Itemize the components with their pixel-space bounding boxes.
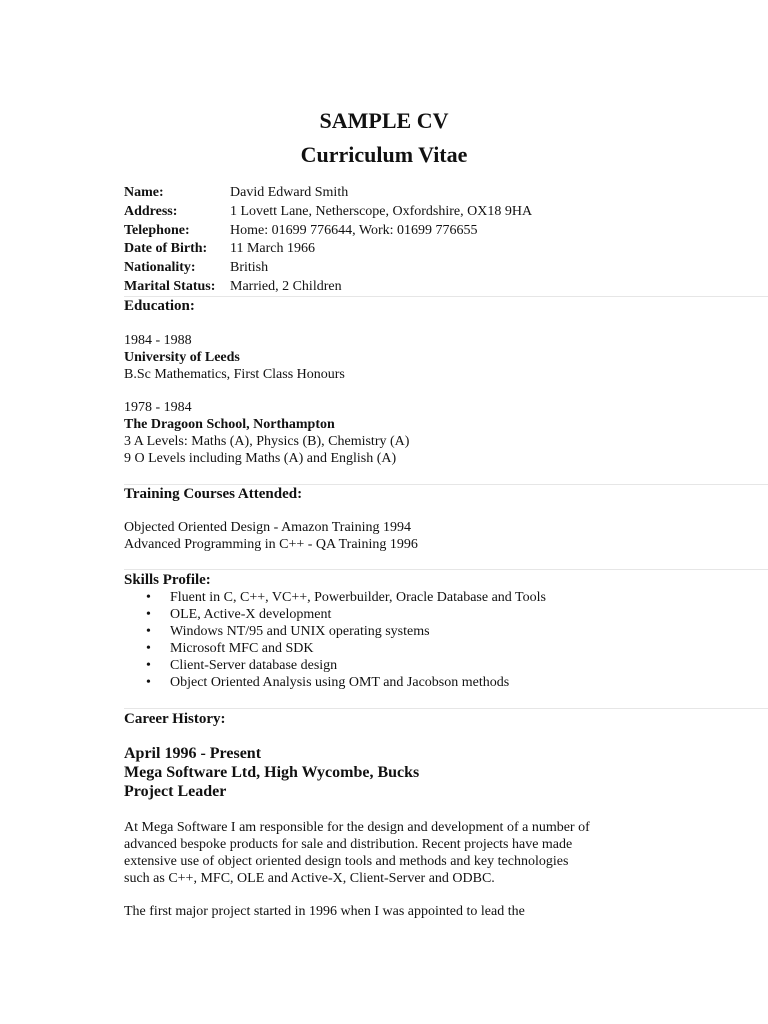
skills-list	[146, 589, 546, 692]
detail-label: Date of Birth:	[124, 241, 208, 257]
education-heading: Education:	[124, 298, 195, 314]
detail-row-telephone	[124, 222, 532, 241]
section-divider	[124, 708, 768, 709]
skill-item: • Fluent in C, C++, VC++, Powerbuilder, Oracle Database and Tools	[146, 589, 546, 606]
detail-row-address	[124, 203, 532, 222]
career-company: Mega Software Ltd, High Wycombe, Bucks	[124, 764, 420, 781]
training-heading: Training Courses Attended:	[124, 486, 303, 502]
skill-item: • Microsoft MFC and SDK	[146, 640, 546, 657]
document-title: SAMPLE CV	[319, 108, 449, 133]
education-dates: 1984 - 1988	[124, 333, 192, 348]
detail-value: Married, 2 Children	[230, 278, 342, 294]
section-divider	[124, 569, 768, 570]
education-dates: 1978 - 1984	[124, 400, 192, 415]
detail-value: David Edward Smith	[230, 185, 349, 200]
career-paragraph-line: The first major project started in 1996 when I was appointed to lead the	[124, 904, 525, 919]
detail-row-nationality	[124, 259, 532, 278]
career-role: Project Leader	[124, 783, 227, 800]
detail-value: 1 Lovett Lane, Netherscope, Oxfordshire, OX18 9HA	[230, 203, 533, 219]
document-subtitle: Curriculum Vitae	[300, 142, 468, 167]
education-institution: University of Leeds	[124, 350, 240, 365]
education-detail: B.Sc Mathematics, First Class Honours	[124, 367, 345, 382]
detail-label: Address:	[124, 203, 178, 219]
career-paragraph-line: such as C++, MFC, OLE and Active-X, Client-Server and ODBC.	[124, 871, 495, 886]
section-divider	[124, 484, 768, 485]
career-paragraph-line: extensive use of object oriented design tools and methods and key technologies	[124, 854, 569, 869]
education-detail: 3 A Levels: Maths (A), Physics (B), Chemistry (A)	[124, 434, 410, 449]
detail-label: Name:	[124, 185, 164, 200]
skill-item: • Client-Server database design	[146, 657, 546, 674]
career-paragraph-line: advanced bespoke products for sale and distribution. Recent projects have made	[124, 837, 573, 852]
detail-label: Marital Status:	[124, 278, 216, 294]
detail-label: Telephone:	[124, 222, 190, 238]
skill-item: • Windows NT/95 and UNIX operating systems	[146, 623, 546, 640]
detail-value: 11 March 1966	[230, 241, 316, 257]
detail-value: Home: 01699 776644, Work: 01699 776655	[230, 222, 478, 238]
career-paragraph-line: At Mega Software I am responsible for the design and development of a number of	[124, 820, 590, 835]
personal-details	[124, 184, 532, 297]
detail-row-date-of-birth	[124, 240, 532, 259]
skill-item: • OLE, Active-X development	[146, 606, 546, 623]
training-item: Advanced Programming in C++ - QA Training 1996	[124, 537, 418, 552]
skills-heading: Skills Profile:	[124, 572, 211, 588]
detail-value: British	[230, 260, 269, 276]
career-heading: Career History:	[124, 711, 226, 727]
training-item: Objected Oriented Design - Amazon Training 1994	[124, 520, 411, 535]
section-divider	[124, 296, 768, 297]
education-detail: 9 O Levels including Maths (A) and English (A)	[124, 451, 397, 466]
skill-item: • Object Oriented Analysis using OMT and Jacobson methods	[146, 674, 546, 691]
detail-label: Nationality:	[124, 260, 196, 276]
detail-row-name	[124, 184, 532, 203]
career-dates: April 1996 - Present	[124, 745, 262, 762]
detail-row-marital-status	[124, 278, 532, 297]
education-institution: The Dragoon School, Northampton	[124, 417, 335, 432]
